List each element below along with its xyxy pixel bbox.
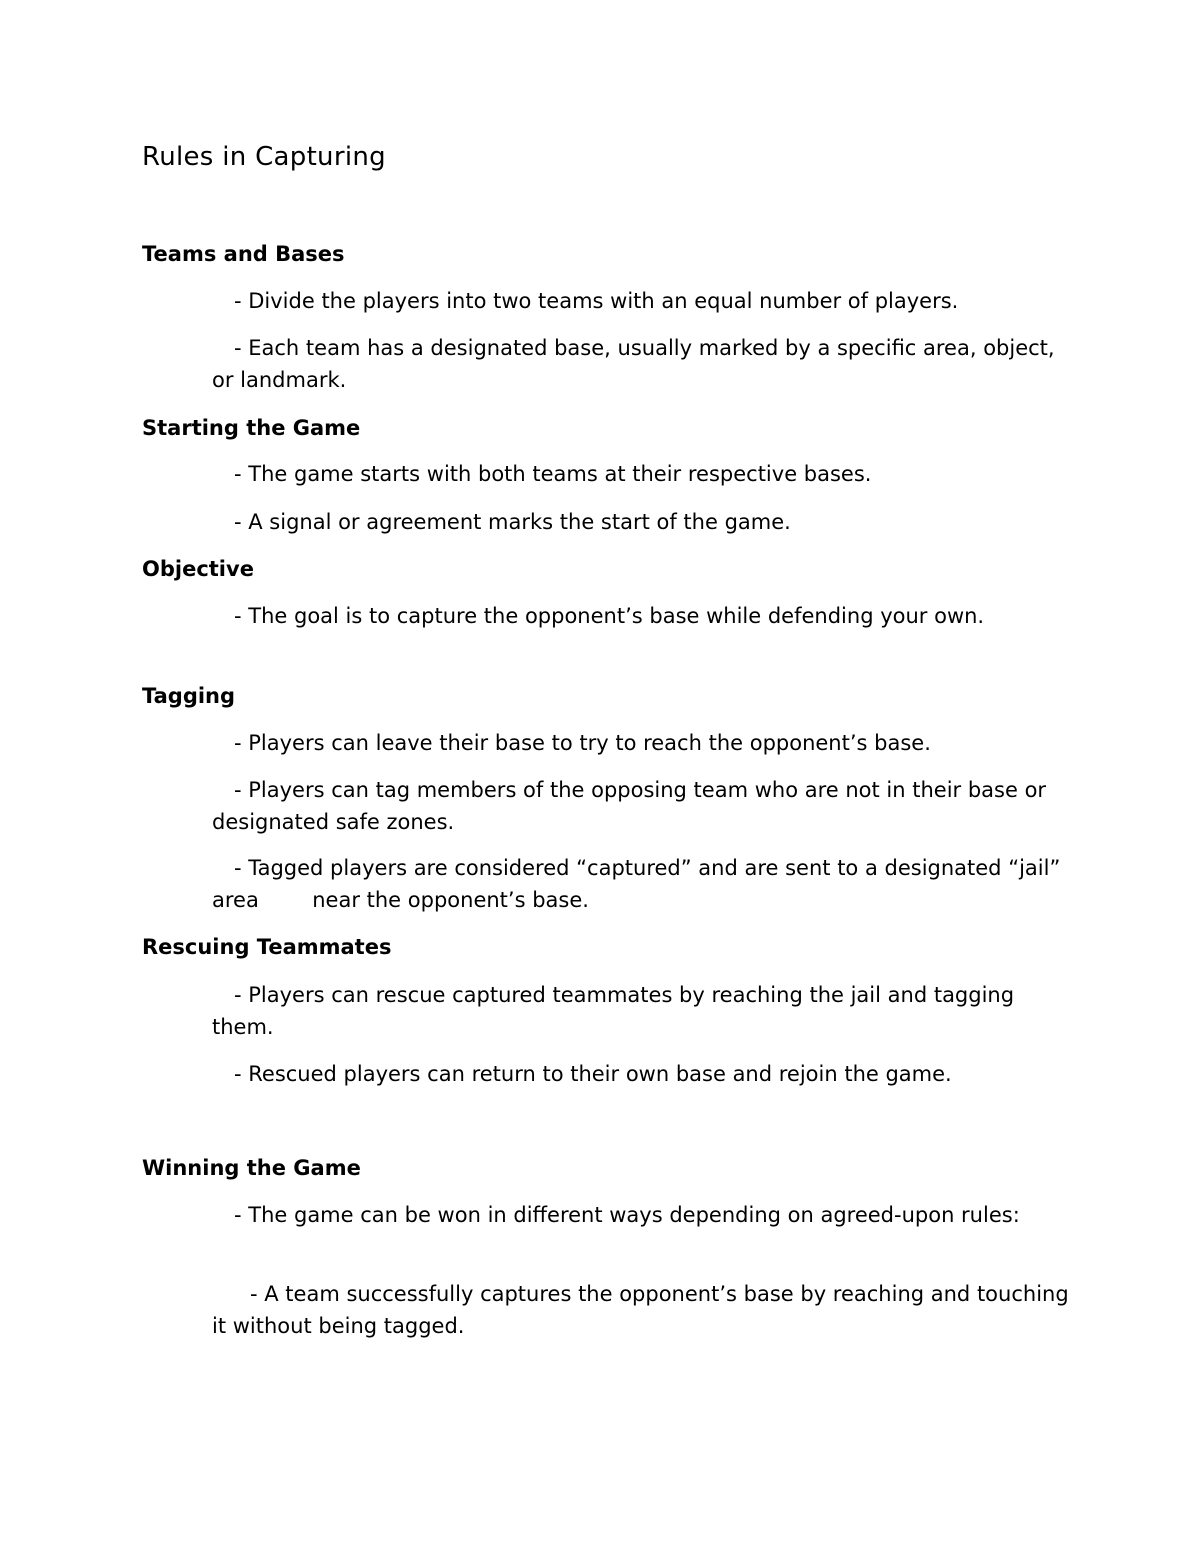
section-heading-tagging: Tagging bbox=[142, 684, 236, 708]
paragraph: - Players can leave their base to try to reach the opponent’s base. bbox=[234, 731, 931, 755]
paragraph: - Rescued players can return to their own base and rejoin the game. bbox=[234, 1062, 952, 1086]
section-heading-starting-the-game: Starting the Game bbox=[142, 416, 361, 440]
section-heading-winning-the-game: Winning the Game bbox=[142, 1156, 361, 1180]
paragraph: - Divide the players into two teams with an equal number of players. bbox=[234, 289, 959, 313]
paragraph: - A signal or agreement marks the start of the game. bbox=[234, 510, 791, 534]
paragraph: - Players can rescue captured teammates by reaching the jail and tagging them. bbox=[212, 983, 1021, 1039]
paragraph: - The game starts with both teams at their respective bases. bbox=[234, 462, 872, 486]
section-heading-teams-and-bases: Teams and Bases bbox=[142, 242, 345, 266]
document-title: Rules in Capturing bbox=[142, 142, 386, 172]
paragraph: - The game can be won in different ways depending on agreed-upon rules: bbox=[234, 1203, 1020, 1227]
paragraph: - A team successfully captures the opponent’s base by reaching and touching it without being tagged. bbox=[212, 1282, 1076, 1338]
section-heading-rescuing-teammates: Rescuing Teammates bbox=[142, 935, 392, 959]
section-heading-objective: Objective bbox=[142, 557, 254, 581]
paragraph: - The goal is to capture the opponent’s base while defending your own. bbox=[234, 604, 985, 628]
paragraph: - Players can tag members of the opposing team who are not in their base or designated safe zones. bbox=[212, 778, 1053, 834]
paragraph: - Each team has a designated base, usually marked by a specific area, object, or landmark. bbox=[212, 336, 1062, 392]
paragraph: - Tagged players are considered “captured” and are sent to a designated “jail” area near the opponent’s base. bbox=[212, 856, 1068, 912]
